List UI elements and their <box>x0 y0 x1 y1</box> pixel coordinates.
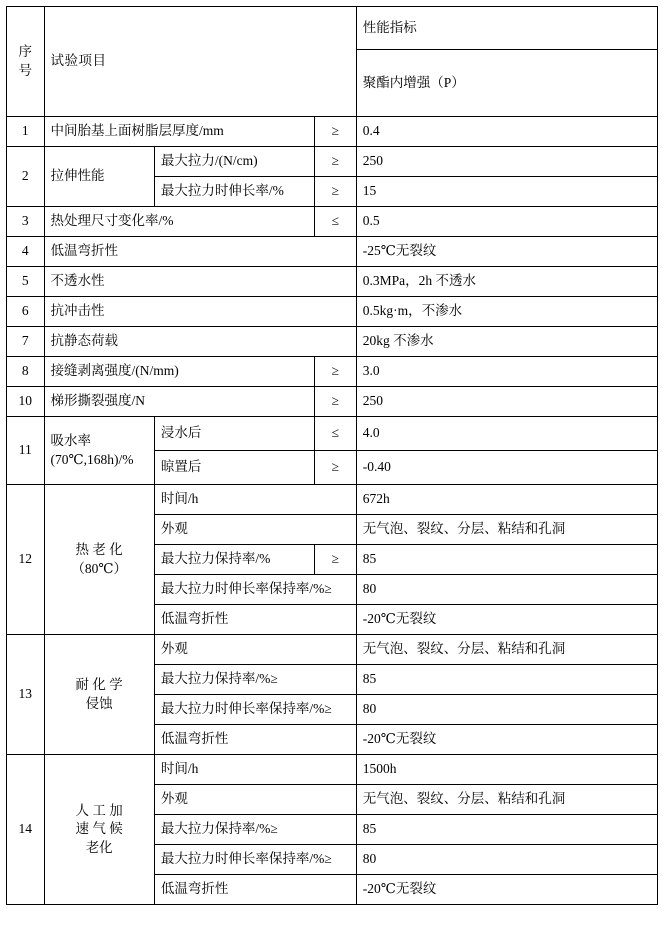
row-value: 80 <box>356 695 657 725</box>
row-item-line2: 速 气 候 <box>75 821 123 837</box>
header-no-line1: 序 <box>18 44 32 60</box>
row-subitem: 低温弯折性 <box>154 605 356 635</box>
row-item-line3: 老化 <box>85 839 113 855</box>
row-no: 10 <box>7 387 45 417</box>
row-item: 抗静态荷载 <box>44 327 356 357</box>
row-item: 不透水性 <box>44 267 356 297</box>
row-value: -20℃无裂纹 <box>356 875 657 905</box>
row-no: 13 <box>7 635 45 755</box>
row-subitem: 最大拉力/(N/cm) <box>154 147 314 177</box>
row-value: 250 <box>356 387 657 417</box>
header-no-line2: 号 <box>18 62 32 78</box>
row-value: 85 <box>356 665 657 695</box>
row-item <box>44 635 154 755</box>
row-subitem: 低温弯折性 <box>154 875 356 905</box>
row-subitem: 晾置后 <box>154 451 314 485</box>
row-value: 85 <box>356 815 657 845</box>
row-subitem: 最大拉力保持率/%≥ <box>154 815 356 845</box>
row-value: 250 <box>356 147 657 177</box>
row-item: 接缝剥离强度/(N/mm) <box>44 357 314 387</box>
row-no: 11 <box>7 417 45 485</box>
row-no: 12 <box>7 485 45 635</box>
row-subitem: 最大拉力时伸长率/% <box>154 177 314 207</box>
row-value: 0.5kg·m，不渗水 <box>356 297 657 327</box>
row-subitem: 外观 <box>154 635 356 665</box>
row-symbol: ≥ <box>314 451 356 485</box>
table-row <box>7 147 658 177</box>
row-item-line2: (70℃,168h)/% <box>50 451 134 467</box>
row-item: 梯形撕裂强度/N <box>44 387 314 417</box>
row-item: 低温弯折性 <box>44 237 356 267</box>
row-value: 80 <box>356 575 657 605</box>
row-item: 热处理尺寸变化率/% <box>44 207 314 237</box>
table-row <box>7 117 658 147</box>
row-value: 4.0 <box>356 417 657 451</box>
row-value: 85 <box>356 545 657 575</box>
row-value: 20kg 不渗水 <box>356 327 657 357</box>
row-no: 8 <box>7 357 45 387</box>
row-value: 1500h <box>356 755 657 785</box>
table-row <box>7 387 658 417</box>
row-subitem: 外观 <box>154 515 356 545</box>
row-value: -25℃无裂纹 <box>356 237 657 267</box>
row-value: -20℃无裂纹 <box>356 605 657 635</box>
table-row <box>7 237 658 267</box>
row-symbol: ≥ <box>314 117 356 147</box>
row-item-line1: 吸水率 <box>50 433 91 449</box>
row-item: 抗冲击性 <box>44 297 356 327</box>
row-symbol: ≤ <box>314 207 356 237</box>
table-row <box>7 327 658 357</box>
row-no: 7 <box>7 327 45 357</box>
row-item-line1: 耐 化 学 <box>75 677 123 693</box>
table-row <box>7 755 658 785</box>
row-symbol: ≤ <box>314 417 356 451</box>
row-item: 拉伸性能 <box>44 147 154 207</box>
document-page <box>0 6 664 952</box>
row-item <box>44 485 154 635</box>
table-row <box>7 207 658 237</box>
row-value: 0.3MPa，2h 不透水 <box>356 267 657 297</box>
header-cell-performance: 性能指标 <box>356 7 657 50</box>
row-value: -0.40 <box>356 451 657 485</box>
row-symbol: ≥ <box>314 147 356 177</box>
row-no: 14 <box>7 755 45 905</box>
row-subitem: 最大拉力时伸长率保持率/%≥ <box>154 575 356 605</box>
row-item-line2: 侵蚀 <box>85 695 113 711</box>
row-symbol: ≥ <box>314 545 356 575</box>
row-subitem: 浸水后 <box>154 417 314 451</box>
header-cell-item: 试验项目 <box>44 7 356 117</box>
table-header-row-1 <box>7 7 658 50</box>
row-subitem: 低温弯折性 <box>154 725 356 755</box>
row-subitem: 最大拉力时伸长率保持率/%≥ <box>154 845 356 875</box>
table-row <box>7 635 658 665</box>
row-item-line1: 人 工 加 <box>75 803 123 819</box>
row-value: 无气泡、裂纹、分层、粘结和孔洞 <box>356 785 657 815</box>
row-no: 2 <box>7 147 45 207</box>
row-subitem: 时间/h <box>154 755 356 785</box>
row-item <box>44 755 154 905</box>
row-value: 15 <box>356 177 657 207</box>
row-subitem: 最大拉力保持率/%≥ <box>154 665 356 695</box>
row-symbol: ≥ <box>314 387 356 417</box>
row-no: 5 <box>7 267 45 297</box>
row-value: 672h <box>356 485 657 515</box>
table-row <box>7 485 658 515</box>
table-row <box>7 267 658 297</box>
row-no: 3 <box>7 207 45 237</box>
header-cell-product: 聚酯内增强（P） <box>356 50 657 117</box>
row-symbol: ≥ <box>314 357 356 387</box>
header-cell-no <box>7 7 45 117</box>
row-value: 0.5 <box>356 207 657 237</box>
row-item <box>44 417 154 485</box>
row-no: 1 <box>7 117 45 147</box>
row-item-line2: （80℃） <box>71 560 127 576</box>
row-value: 0.4 <box>356 117 657 147</box>
row-subitem: 最大拉力保持率/% <box>154 545 314 575</box>
row-value: 3.0 <box>356 357 657 387</box>
row-subitem: 时间/h <box>154 485 356 515</box>
row-no: 6 <box>7 297 45 327</box>
row-symbol: ≥ <box>314 177 356 207</box>
row-value: 80 <box>356 845 657 875</box>
row-item: 中间胎基上面树脂层厚度/mm <box>44 117 314 147</box>
row-value: -20℃无裂纹 <box>356 725 657 755</box>
row-subitem: 外观 <box>154 785 356 815</box>
row-no: 4 <box>7 237 45 267</box>
row-value: 无气泡、裂纹、分层、粘结和孔洞 <box>356 635 657 665</box>
row-value: 无气泡、裂纹、分层、粘结和孔洞 <box>356 515 657 545</box>
row-item-line1: 热 老 化 <box>75 542 123 558</box>
row-subitem: 最大拉力时伸长率保持率/%≥ <box>154 695 356 725</box>
specification-table <box>6 6 658 905</box>
table-row <box>7 357 658 387</box>
table-row <box>7 297 658 327</box>
table-row <box>7 417 658 451</box>
